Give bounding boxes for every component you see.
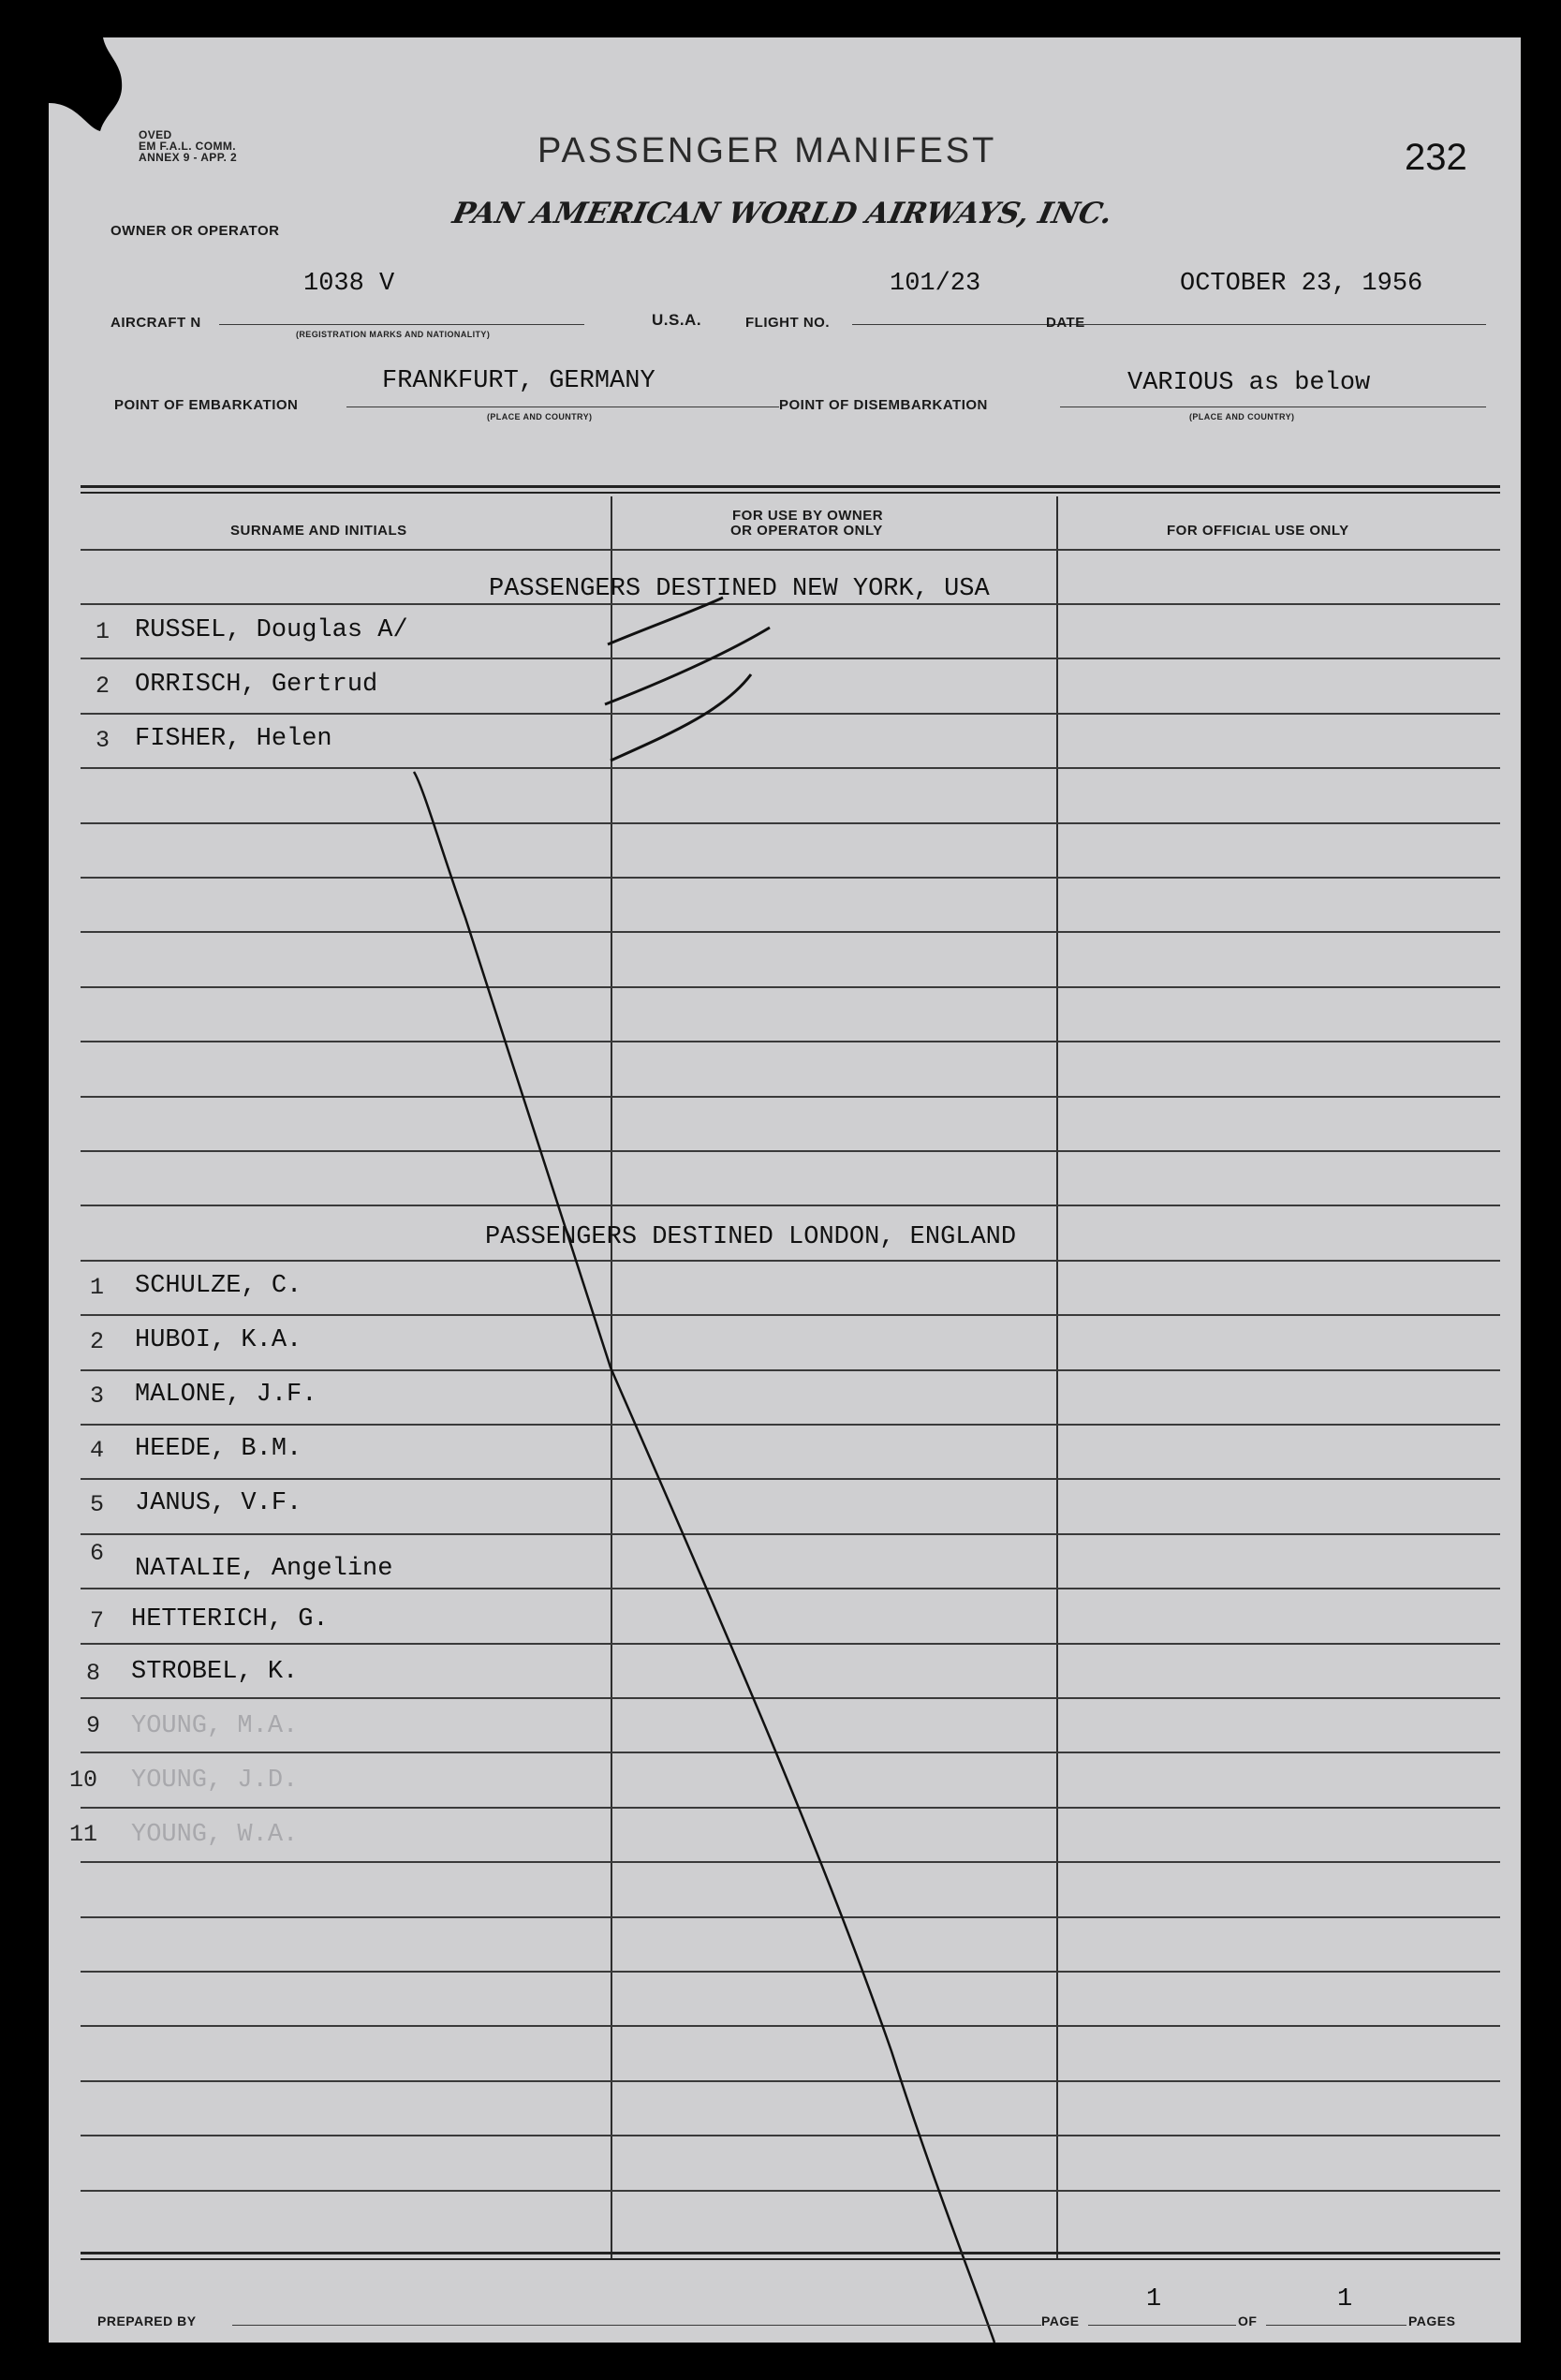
table-bottom-rule <box>81 2252 1500 2254</box>
passenger-number: 2 <box>96 673 110 700</box>
owner-label: OWNER OR OPERATOR <box>110 223 280 239</box>
embark-value: FRANKFURT, GERMANY <box>382 367 655 395</box>
usa-label: U.S.A. <box>652 311 702 329</box>
passenger-name: YOUNG, J.D. <box>131 1767 299 1795</box>
passenger-number: 10 <box>69 1767 98 1794</box>
handwritten-marks <box>49 37 1521 2343</box>
column-header-official: FOR OFFICIAL USE ONLY <box>1167 523 1349 539</box>
of-label: OF <box>1238 2313 1258 2328</box>
disembark-label: POINT OF DISEMBARKATION <box>779 397 988 413</box>
passenger-number: 1 <box>90 1274 105 1301</box>
of-underline <box>1266 2325 1406 2326</box>
flight-label: FLIGHT NO. <box>745 315 830 331</box>
section-heading-new-york: PASSENGERS DESTINED NEW YORK, USA <box>489 575 990 603</box>
passenger-number: 7 <box>90 1607 105 1634</box>
aircraft-value: 1038 V <box>303 270 395 298</box>
aircraft-label: AIRCRAFT N <box>110 315 201 331</box>
flight-value: 101/23 <box>890 270 981 298</box>
place-note-1: (PLACE AND COUNTRY) <box>487 412 593 421</box>
passenger-number: 4 <box>90 1437 105 1464</box>
of-value: 1 <box>1337 2285 1353 2313</box>
prepared-underline <box>232 2325 1041 2326</box>
passenger-name: NATALIE, Angeline <box>135 1555 393 1583</box>
page-label: PAGE <box>1041 2313 1080 2328</box>
page-value: 1 <box>1146 2285 1162 2313</box>
check-mark <box>605 628 770 704</box>
passenger-name: MALONE, J.F. <box>135 1381 317 1409</box>
table-bottom-rule-2 <box>81 2258 1500 2260</box>
approval-line-3: ANNEX 9 - APP. 2 <box>139 151 238 164</box>
passenger-name: HUBOI, K.A. <box>135 1326 302 1354</box>
passenger-number: 8 <box>86 1660 101 1687</box>
passenger-number: 11 <box>69 1821 98 1848</box>
passenger-number: 1 <box>96 618 110 645</box>
pages-label: PAGES <box>1408 2313 1456 2328</box>
passenger-number: 5 <box>90 1491 105 1518</box>
passenger-name: YOUNG, W.A. <box>131 1821 299 1849</box>
passenger-name: HETTERICH, G. <box>131 1605 329 1633</box>
passenger-name: ORRISCH, Gertrud <box>135 671 378 699</box>
column-header-owner-use-1: FOR USE BY OWNER <box>732 508 884 524</box>
date-label: DATE <box>1046 315 1085 331</box>
page-number: 232 <box>1405 137 1467 178</box>
approval-line-2: EM F.A.L. COMM. <box>139 140 236 153</box>
embark-label: POINT OF EMBARKATION <box>114 397 299 413</box>
column-header-owner-use-2: OR OPERATOR ONLY <box>730 523 883 539</box>
passenger-number: 3 <box>90 1382 105 1410</box>
passenger-name: YOUNG, M.A. <box>131 1712 299 1740</box>
passenger-name: FISHER, Helen <box>135 725 332 753</box>
passenger-name: JANUS, V.F. <box>135 1489 302 1517</box>
manifest-sheet <box>49 37 1521 2343</box>
passenger-name: HEEDE, B.M. <box>135 1435 302 1463</box>
prepared-by-label: PREPARED BY <box>97 2313 197 2328</box>
passenger-number: 3 <box>96 727 110 754</box>
registration-note: (REGISTRATION MARKS AND NATIONALITY) <box>296 330 491 339</box>
approval-line-1: OVED <box>139 128 172 141</box>
check-mark <box>611 674 751 761</box>
cancel-line <box>414 772 994 2343</box>
passenger-number: 2 <box>90 1328 105 1355</box>
passenger-number: 9 <box>86 1712 101 1739</box>
section-heading-london: PASSENGERS DESTINED LONDON, ENGLAND <box>485 1223 1017 1251</box>
date-value: OCTOBER 23, 1956 <box>1180 270 1423 298</box>
disembark-value: VARIOUS as below <box>1127 369 1371 397</box>
page-underline <box>1088 2325 1236 2326</box>
company-name: PAN AMERICAN WORLD AIRWAYS, INC. <box>449 197 1115 230</box>
check-mark <box>608 598 723 644</box>
passenger-name: STROBEL, K. <box>131 1658 299 1686</box>
passenger-name: RUSSEL, Douglas A/ <box>135 616 408 644</box>
column-header-surname: SURNAME AND INITIALS <box>230 523 407 539</box>
passenger-number: 6 <box>90 1540 105 1567</box>
passenger-name: SCHULZE, C. <box>135 1272 302 1300</box>
place-note-2: (PLACE AND COUNTRY) <box>1189 412 1295 421</box>
page-title: PASSENGER MANIFEST <box>538 131 997 170</box>
